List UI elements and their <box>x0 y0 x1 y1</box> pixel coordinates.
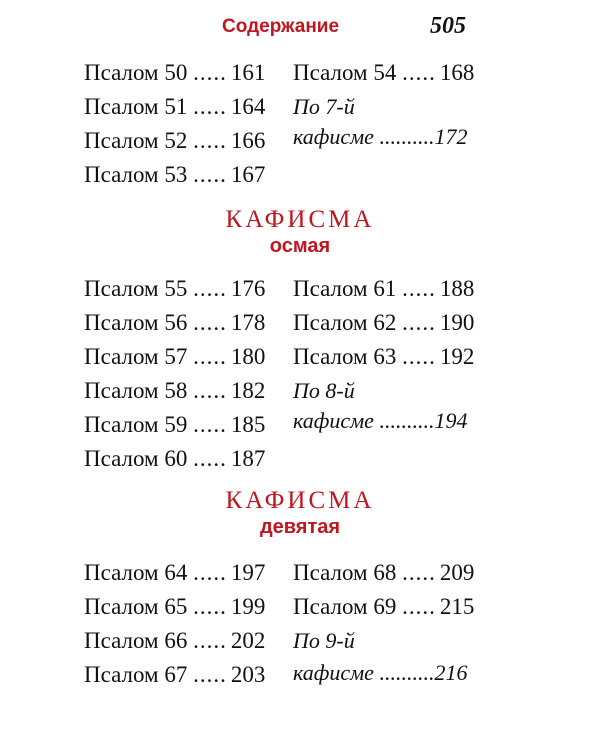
page-ref: 180 <box>230 344 266 369</box>
psalm-label: Псалом 67 <box>84 662 188 687</box>
page-ref: 161 <box>230 60 266 85</box>
heading-title: КАФИСМА <box>225 206 375 233</box>
dot-leader: ..... <box>193 162 227 187</box>
psalm-label: Псалом 52 <box>84 128 188 153</box>
page-ref: 176 <box>230 276 266 301</box>
toc-entry <box>293 60 474 86</box>
dot-leader: ..... <box>402 276 436 301</box>
dot-leader: ..... <box>193 662 227 687</box>
toc-entry <box>84 162 265 188</box>
psalm-label: Псалом 62 <box>293 310 397 335</box>
page-ref: 166 <box>230 128 266 153</box>
page-ref: 197 <box>230 560 266 585</box>
dot-leader: ..... <box>402 310 436 335</box>
after-kathisma-note-line1: По 7-й <box>293 94 355 119</box>
page-ref: 199 <box>230 594 266 619</box>
toc-entry <box>84 276 265 302</box>
toc-entry <box>84 60 265 86</box>
kathisma-8-heading <box>0 206 600 258</box>
toc-entry <box>84 446 265 472</box>
note-label: кафисме <box>293 408 374 433</box>
after-kathisma-note-line2 <box>293 124 467 150</box>
page-ref: 192 <box>439 344 475 369</box>
psalm-label: Псалом 54 <box>293 60 397 85</box>
page-ref: 187 <box>230 446 266 471</box>
dot-leader: ..... <box>193 628 227 653</box>
dot-leader: ..... <box>193 276 227 301</box>
note-label: кафисме <box>293 660 374 685</box>
dot-leader: ..... <box>193 344 227 369</box>
toc-entry <box>84 560 265 586</box>
dot-leader: ..... <box>193 378 227 403</box>
psalm-label: Псалом 69 <box>293 594 397 619</box>
after-kathisma-note-line1: По 8-й <box>293 378 355 403</box>
toc-entry <box>84 344 265 370</box>
page-ref: 194 <box>434 408 468 433</box>
note-label: кафисме <box>293 124 374 149</box>
page-ref: 167 <box>230 162 266 187</box>
psalm-label: Псалом 53 <box>84 162 188 187</box>
heading-subtitle: осмая <box>269 235 331 257</box>
dot-leader: ..... <box>193 94 227 119</box>
toc-entry <box>293 310 474 336</box>
page-ref: 172 <box>434 124 468 149</box>
after-kathisma-note-line1: По 9-й <box>293 628 355 653</box>
psalm-label: Псалом 50 <box>84 60 188 85</box>
page-ref: 164 <box>230 94 266 119</box>
dot-leader: ..... <box>402 594 436 619</box>
dot-leader: ..... <box>193 560 227 585</box>
toc-entry <box>84 662 265 688</box>
toc-entry <box>293 344 474 370</box>
running-title: Содержание <box>222 16 340 37</box>
dot-leader: ..... <box>193 412 227 437</box>
page-number: 505 <box>430 13 466 39</box>
toc-entry <box>84 94 265 120</box>
dot-leader: .......... <box>379 408 435 433</box>
dot-leader: .......... <box>379 124 435 149</box>
page-ref: 209 <box>439 560 475 585</box>
heading-subtitle: девятая <box>259 516 341 538</box>
page-ref: 182 <box>230 378 266 403</box>
toc-entry <box>84 412 265 438</box>
psalm-label: Псалом 68 <box>293 560 397 585</box>
dot-leader: ..... <box>193 594 227 619</box>
psalm-label: Псалом 59 <box>84 412 188 437</box>
dot-leader: ..... <box>402 344 436 369</box>
dot-leader: .......... <box>379 660 435 685</box>
page-ref: 190 <box>439 310 475 335</box>
toc-entry <box>293 594 474 620</box>
page-ref: 185 <box>230 412 266 437</box>
page-ref: 216 <box>434 660 468 685</box>
page-ref: 168 <box>439 60 475 85</box>
dot-leader: ..... <box>193 446 227 471</box>
page-ref: 188 <box>439 276 475 301</box>
psalm-label: Псалом 63 <box>293 344 397 369</box>
psalm-label: Псалом 65 <box>84 594 188 619</box>
toc-entry <box>293 560 474 586</box>
psalm-label: Псалом 56 <box>84 310 188 335</box>
after-kathisma-note-line2 <box>293 408 467 434</box>
toc-entry <box>84 378 265 404</box>
psalm-label: Псалом 61 <box>293 276 397 301</box>
psalm-label: Псалом 55 <box>84 276 188 301</box>
psalm-label: Псалом 51 <box>84 94 188 119</box>
heading-title: КАФИСМА <box>225 487 375 514</box>
page-ref: 203 <box>230 662 266 687</box>
page-ref: 202 <box>230 628 266 653</box>
psalm-label: Псалом 66 <box>84 628 188 653</box>
after-kathisma-note-line2 <box>293 660 467 686</box>
toc-entry <box>84 128 265 154</box>
toc-entry <box>84 594 265 620</box>
dot-leader: ..... <box>402 560 436 585</box>
toc-entry <box>84 628 265 654</box>
psalm-label: Псалом 60 <box>84 446 188 471</box>
dot-leader: ..... <box>193 310 227 335</box>
kathisma-9-heading <box>0 487 600 539</box>
psalm-label: Псалом 57 <box>84 344 188 369</box>
psalm-label: Псалом 58 <box>84 378 188 403</box>
dot-leader: ..... <box>402 60 436 85</box>
psalm-label: Псалом 64 <box>84 560 188 585</box>
toc-entry <box>293 276 474 302</box>
toc-entry <box>84 310 265 336</box>
page-ref: 215 <box>439 594 475 619</box>
dot-leader: ..... <box>193 60 227 85</box>
dot-leader: ..... <box>193 128 227 153</box>
page-ref: 178 <box>230 310 266 335</box>
